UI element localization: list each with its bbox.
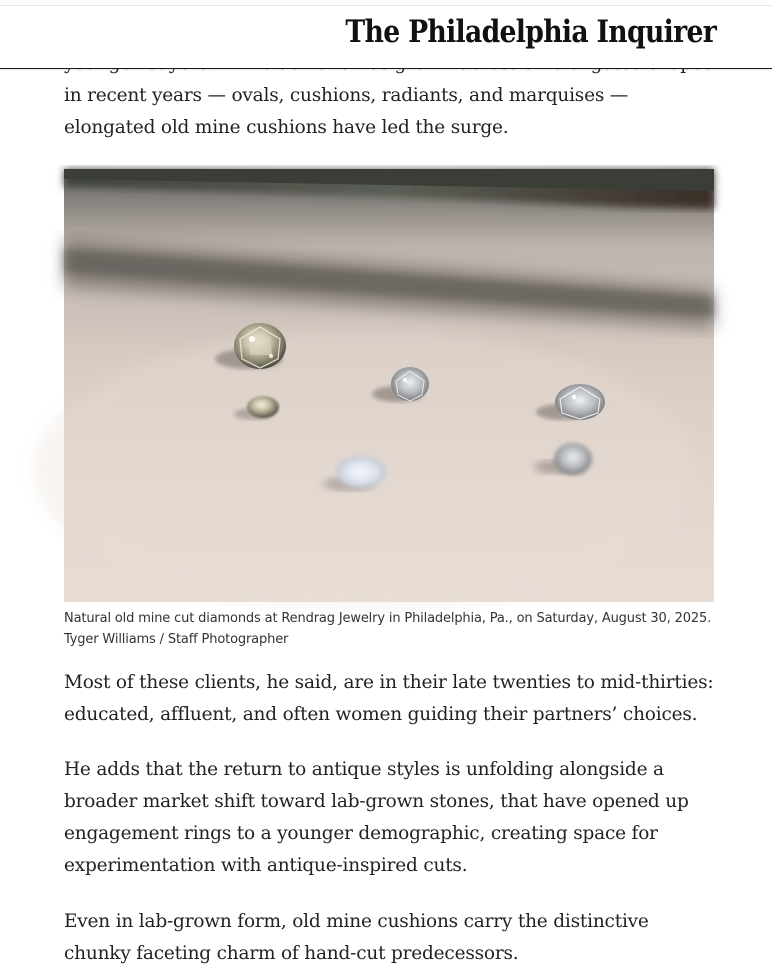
inquirer-logo-link[interactable]: The Philadelphia Inquirer (345, 14, 716, 50)
diamonds-photo-image (64, 169, 714, 602)
photo-credit: Tyger Williams / Staff Photographer (64, 632, 289, 647)
photo-caption (64, 608, 724, 650)
header-top-rule (0, 5, 772, 6)
article-paragraph-3: Even in lab-grown form, old mine cushions carry the distinctive chunky faceting charm of hand-cut predecessors. (64, 911, 649, 964)
photo-caption-text: Natural old mine cut diamonds at Rendrag Jewelry in Philadelphia, Pa., on Saturday, August 30, 2025. (64, 611, 712, 626)
article-paragraph-intro: in recent years — ovals, cushions, radiants, and marquises — elongated old mine cushions have led the surge. (64, 85, 629, 138)
site-header (0, 0, 772, 69)
article-photo (64, 169, 714, 602)
article-paragraph-2: He adds that the return to antique styles is unfolding alongside a broader market shift toward lab-grown stones, that have opened up engagement rings to a younger demographic, creating space for experimentation with antique-inspired cuts. (64, 759, 689, 876)
article-paragraph-1: Most of these clients, he said, are in their late twenties to mid-thirties: educated, affluent, and often women guiding their partners’ choices. (64, 672, 714, 725)
